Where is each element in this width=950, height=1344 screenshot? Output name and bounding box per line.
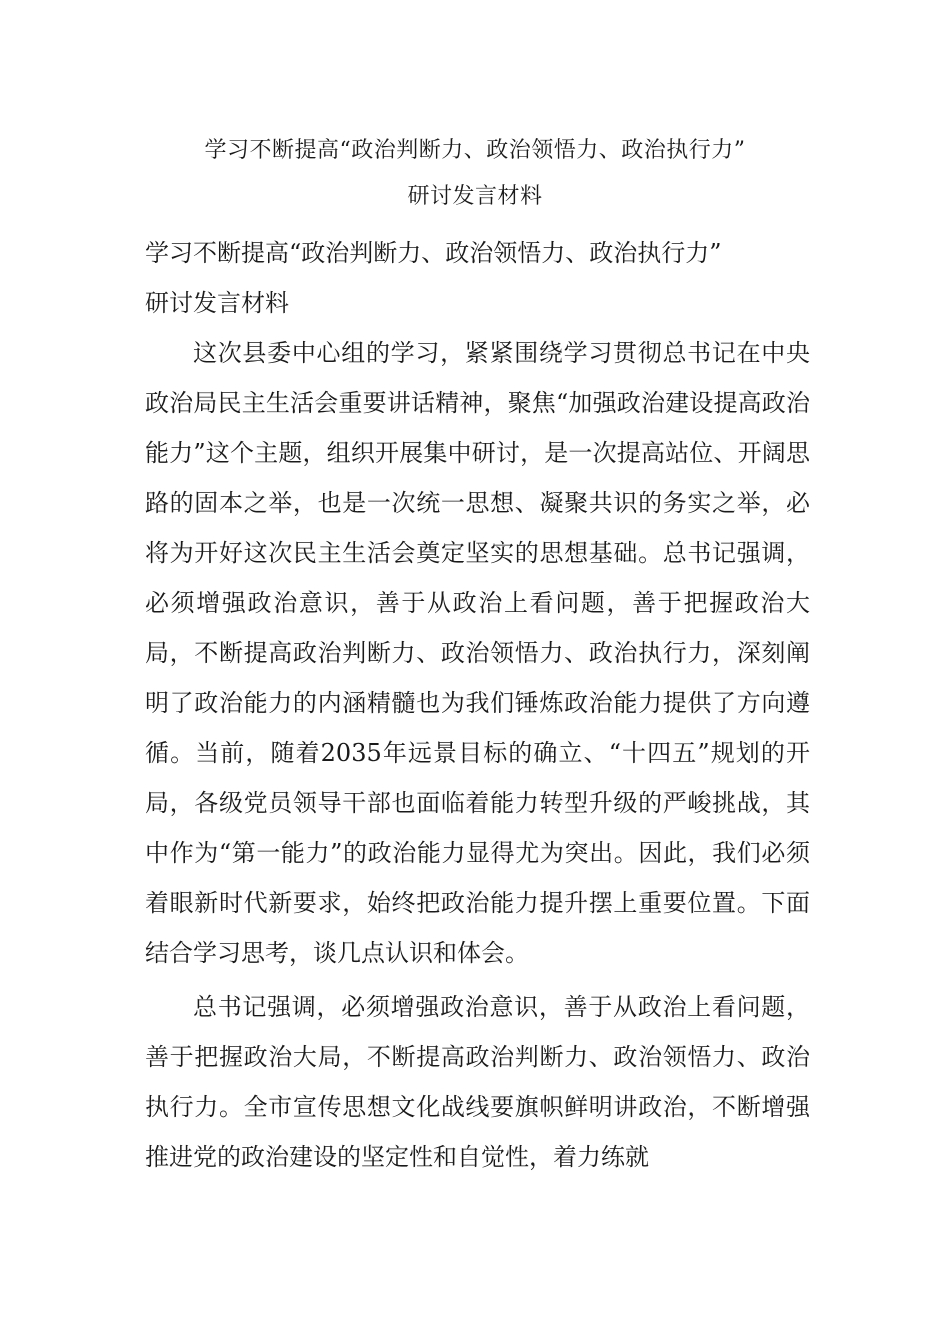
heading-line-2: 研讨发言材料 (145, 289, 289, 317)
heading-line-1: 学习不断提高“政治判断力、政治领悟力、政治执行力” (145, 239, 722, 267)
title-line-1: 学习不断提高“政治判断力、政治领悟力、政治执行力” (204, 138, 746, 163)
body-paragraph: 总书记强调，必须增强政治意识，善于从政治上看问题，善于把握政治大局，不断提高政治判断力、政治领悟力、政治执行力。全市宣传思想文化战线要旗帜鲜明讲政治，不断增强推进党的政治建设的坚定性和自觉性，着力练就 (145, 993, 810, 1171)
title-line-2: 研讨发言材料 (407, 184, 543, 209)
document-heading (145, 228, 810, 328)
document-title (100, 128, 850, 220)
document-body (145, 228, 810, 1182)
body-paragraph: 这次县委中心组的学习，紧紧围绕学习贯彻总书记在中央政治局民主生活会重要讲话精神，聚焦“加强政治建设提高政治能力”这个主题，组织开展集中研讨，是一次提高站位、开阔思路的固本之举，也是一次统一思想、凝聚共识的务实之举，必将为开好这次民主生活会奠定坚实的思想基础。总书记强调，必须增强政治意识，善于从政治上看问题，善于把握政治大局，不断提高政治判断力、政治领悟力、政治执行力，深刻阐明了政治能力的内涵精髓也为我们锤炼政治能力提供了方向遵循。当前，随着2035年远景目标的确立、“十四五”规划的开局，各级党员领导干部也面临着能力转型升级的严峻挑战，其中作为“第一能力”的政治能力显得尤为突出。因此，我们必须着眼新时代新要求，始终把政治能力提升摆上重要位置。下面结合学习思考，谈几点认识和体会。 (145, 339, 810, 967)
